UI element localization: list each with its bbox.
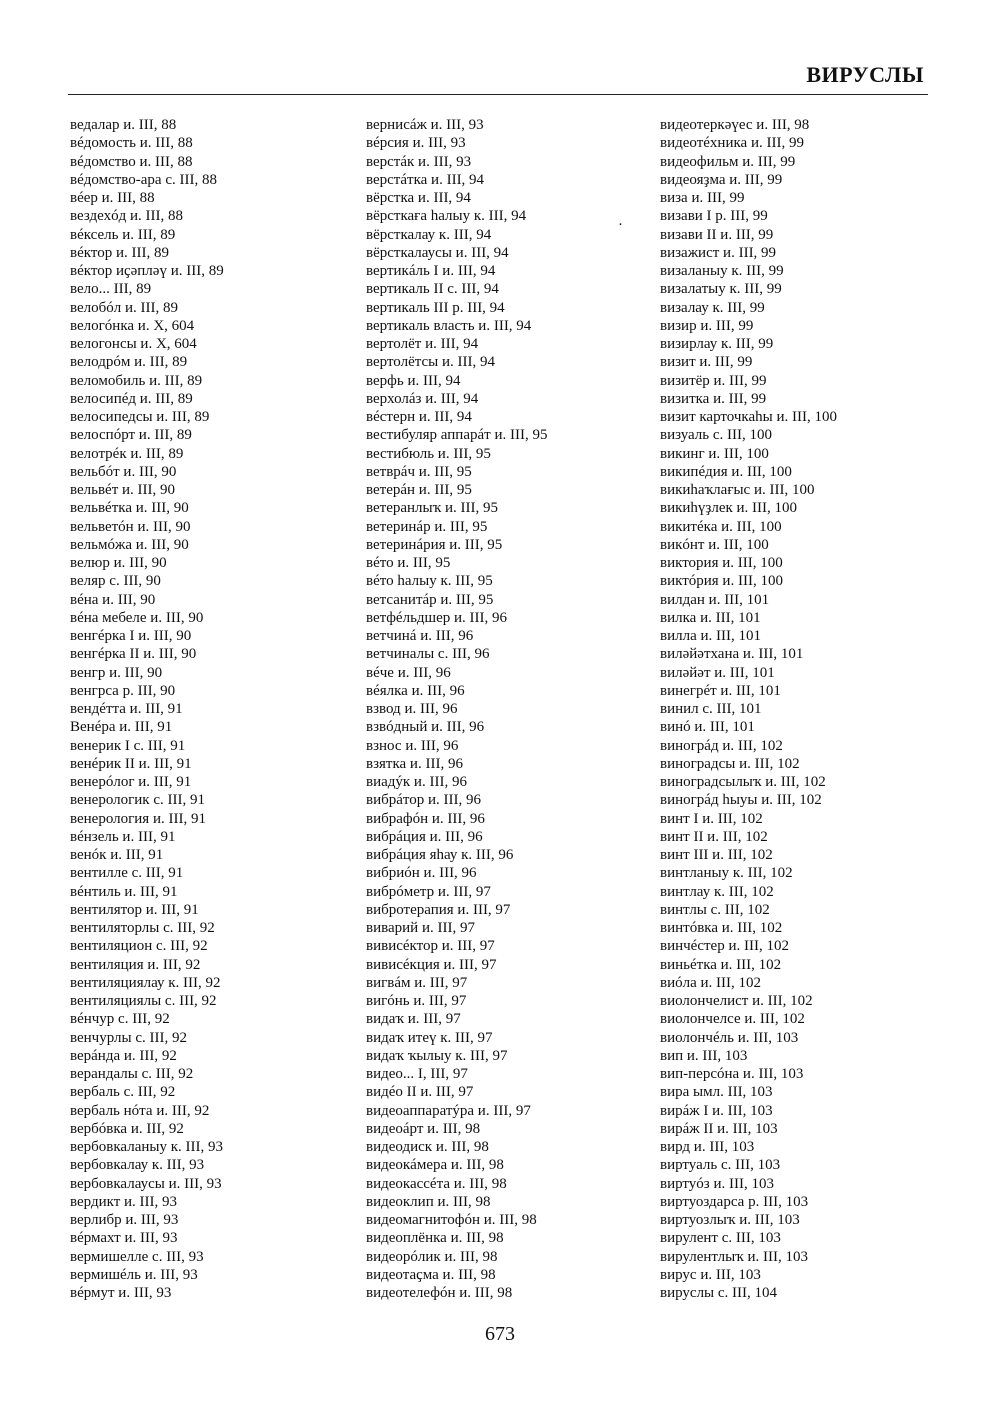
dictionary-entry: венóк и. III, 91	[70, 847, 164, 863]
dictionary-entry: вертикáль I и. III, 94	[366, 263, 496, 279]
dictionary-entry: винт I и. III, 102	[660, 810, 763, 827]
dictionary-entry: венгéрка II и. III, 90	[70, 646, 197, 663]
dictionary-entry: вибрáтор и. III, 96	[366, 792, 482, 809]
dictionary-entry: велогóнка и. X, 604	[70, 317, 195, 334]
dictionary-entry: верниcáж и. III, 93	[366, 117, 484, 133]
dictionary-entry: венгрса р. III, 90	[70, 682, 176, 699]
dictionary-entry: визаланыу к. III, 99	[660, 263, 784, 279]
dictionary-entry: викинг и. III, 100	[660, 445, 769, 462]
dictionary-entry: вельвéтка и. III, 90	[70, 500, 189, 517]
dictionary-entry: виза и. III, 99	[660, 190, 745, 206]
dictionary-entry: визир и. III, 99	[660, 317, 754, 334]
dictionary-entry: виртуоздарса р. III, 103	[660, 1193, 809, 1210]
dictionary-entry: вентиляторлы с. III, 92	[70, 920, 215, 936]
dictionary-entry: вельветóн и. III, 90	[70, 518, 191, 535]
dictionary-entry: вéрсия и. III, 93	[366, 135, 466, 152]
dictionary-entry: взятка и. III, 96	[366, 755, 463, 772]
dictionary-entry: виртуозлыҡ и. III, 103	[660, 1212, 800, 1228]
dictionary-entry: вертолётсы и. III, 94	[366, 354, 495, 371]
column-left	[70, 116, 224, 1302]
dictionary-entry: венерологик с. III, 91	[70, 792, 205, 809]
dictionary-entry: визирлау к. III, 99	[660, 336, 774, 352]
dictionary-entry: вербаль нóта и. III, 92	[70, 1102, 210, 1119]
dictionary-entry: вёрсткалаусы и. III, 94	[366, 244, 509, 261]
dictionary-entry: вип-персóна и. III, 103	[660, 1066, 804, 1082]
dictionary-entry: викиһаҡлағыс и. III, 100	[660, 482, 815, 498]
dictionary-entry: видео... I, III, 97	[366, 1066, 468, 1082]
dictionary-entry: видеорóлик и. III, 98	[366, 1248, 498, 1265]
dictionary-entry: визит карточкаһы и. III, 100	[660, 409, 837, 425]
dictionary-entry: винил с. III, 101	[660, 701, 762, 717]
dictionary-entry: ведалар и. III, 88	[70, 117, 177, 133]
dictionary-entry: видеомагнитофóн и. III, 98	[366, 1212, 537, 1228]
dictionary-entry: венéрик II и. III, 91	[70, 755, 192, 772]
entry-columns	[0, 116, 1000, 1316]
dictionary-entry: виолончéль и. III, 103	[660, 1029, 799, 1046]
dictionary-entry: винчéстер и. III, 102	[660, 938, 789, 955]
dictionary-entry: винтланыу к. III, 102	[660, 865, 793, 882]
dictionary-entry: вентилле с. III, 91	[70, 865, 184, 882]
dictionary-entry: вестибуляр аппарáт и. III, 95	[366, 427, 548, 444]
dictionary-entry: велогонсы и. X, 604	[70, 336, 197, 352]
dictionary-entry: венгéрка I и. III, 90	[70, 628, 192, 644]
dictionary-entry: вéна мебеле и. III, 90	[70, 609, 204, 626]
dictionary-entry: вельмóжа и. III, 90	[70, 536, 189, 553]
dictionary-entry: виварий и. III, 97	[366, 920, 475, 936]
dictionary-entry: вилдан и. III, 101	[660, 591, 770, 608]
dictionary-entry: вербаль с. III, 92	[70, 1084, 176, 1101]
dictionary-entry: видеотеркәүес и. III, 98	[660, 117, 810, 133]
dictionary-entry: вёрсткалау к. III, 94	[366, 226, 492, 243]
dictionary-entry: виолончелист и. III, 102	[660, 993, 813, 1009]
dictionary-entry: велюр и. III, 90	[70, 555, 167, 571]
dictionary-entry: вибрафóн и. III, 96	[366, 810, 485, 827]
dictionary-entry: вéксель и. III, 89	[70, 226, 176, 243]
dictionary-entry: венерóлог и. III, 91	[70, 774, 192, 790]
dictionary-entry: видеоаппаратýра и. III, 97	[366, 1102, 531, 1119]
dictionary-entry: вертикаль II с. III, 94	[366, 281, 499, 298]
dictionary-entry: вилла и. III, 101	[660, 628, 762, 644]
dictionary-entry: видеоклип и. III, 98	[366, 1193, 491, 1210]
dictionary-entry: вербовкаланыу к. III, 93	[70, 1139, 223, 1155]
dictionary-entry: вендéтта и. III, 91	[70, 701, 183, 717]
dictionary-entry: венчурлы с. III, 92	[70, 1029, 187, 1046]
dictionary-entry: вибрóметр и. III, 97	[366, 883, 491, 900]
dictionary-entry: ветеринáрия и. III, 95	[366, 536, 503, 553]
dictionary-entry: вéнчур с. III, 92	[70, 1011, 170, 1028]
dictionary-entry: вирулентлыҡ и. III, 103	[660, 1248, 809, 1265]
dictionary-entry: вибрáция и. III, 96	[366, 828, 483, 845]
dictionary-entry: велосипедсы и. III, 89	[70, 409, 210, 425]
dictionary-entry: венгр и. III, 90	[70, 664, 163, 681]
dictionary-entry: вербовкалаусы и. III, 93	[70, 1175, 222, 1192]
dictionary-entry: вигóнь и. III, 97	[366, 993, 467, 1009]
dictionary-entry: верстáтка и. III, 94	[366, 171, 485, 188]
dictionary-entry: вéто и. III, 95	[366, 555, 451, 571]
dictionary-entry: видеодиск и. III, 98	[366, 1139, 489, 1155]
dictionary-entry: вéна и. III, 90	[70, 591, 156, 608]
dictionary-entry: винтóвка и. III, 102	[660, 920, 783, 936]
dictionary-entry: верáнда и. III, 92	[70, 1047, 177, 1064]
dictionary-entry: взвóдный и. III, 96	[366, 719, 485, 736]
dictionary-entry: вéче и. III, 96	[366, 664, 451, 681]
dictionary-entry: визажист и. III, 99	[660, 244, 777, 261]
dictionary-entry: вёрстка и. III, 94	[366, 190, 471, 206]
dictionary-entry: вездехóд и. III, 88	[70, 208, 183, 225]
dictionary-entry: велотрéк и. III, 89	[70, 445, 184, 462]
dictionary-entry: винó и. III, 101	[660, 719, 755, 736]
dictionary-entry: вело... III, 89	[70, 281, 152, 298]
dictionary-entry: ветврáч и. III, 95	[366, 463, 472, 480]
dictionary-entry: видаҡ ҡылыу к. III, 97	[366, 1047, 508, 1064]
dictionary-entry: видеокассéта и. III, 98	[366, 1175, 507, 1192]
dictionary-entry: вéнтиль и. III, 91	[70, 883, 178, 900]
dictionary-entry: вибриóн и. III, 96	[366, 865, 477, 882]
dictionary-entry: видеотéхника и. III, 99	[660, 135, 804, 152]
dictionary-entry: вельбóт и. III, 90	[70, 463, 177, 480]
dictionary-entry: вéто һалыу к. III, 95	[366, 573, 493, 590]
dictionary-entry: виләйәт и. III, 101	[660, 664, 775, 681]
dictionary-entry: вердикт и. III, 93	[70, 1193, 178, 1210]
dictionary-entry: вéялка и. III, 96	[366, 682, 465, 699]
dictionary-entry: вéктор иҫәпләү и. III, 89	[70, 263, 224, 279]
dictionary-entry: вертикаль власть и. III, 94	[366, 317, 532, 334]
dictionary-entry: викóнт и. III, 100	[660, 536, 769, 553]
dictionary-entry: вербóвка и. III, 92	[70, 1120, 184, 1137]
dictionary-entry: вибрáция яһау к. III, 96	[366, 847, 514, 863]
dictionary-entry: взнос и. III, 96	[366, 737, 459, 754]
dictionary-entry: виноградсылыҡ и. III, 102	[660, 774, 826, 790]
dictionary-entry: вéдомство-ара с. III, 88	[70, 171, 217, 188]
dictionary-entry: визит и. III, 99	[660, 354, 753, 371]
dictionary-entry: ветчиналы с. III, 96	[366, 646, 490, 663]
dictionary-entry: видаҡ и. III, 97	[366, 1011, 461, 1028]
dictionary-entry: ветерáн и. III, 95	[366, 482, 472, 498]
dictionary-entry: ветфéльдшер и. III, 96	[366, 609, 508, 626]
column-middle	[366, 116, 547, 1302]
dictionary-entry: видеотаҫма и. III, 98	[366, 1266, 496, 1283]
dictionary-entry: винегрéт и. III, 101	[660, 682, 781, 699]
dictionary-entry: вертикаль III р. III, 94	[366, 299, 505, 316]
dictionary-entry: вербовкалау к. III, 93	[70, 1157, 205, 1174]
dictionary-entry: велоспóрт и. III, 89	[70, 427, 192, 444]
dictionary-entry: визави II и. III, 99	[660, 226, 774, 243]
dictionary-entry: вибротерапия и. III, 97	[366, 901, 511, 918]
dictionary-entry: вéрмахт и. III, 93	[70, 1230, 178, 1247]
dictionary-entry: вéдомость и. III, 88	[70, 135, 193, 152]
dictionary-entry: винтлау к. III, 102	[660, 883, 774, 900]
dictionary-entry: виләйәтхана и. III, 101	[660, 646, 804, 663]
dictionary-entry: верлибр и. III, 93	[70, 1212, 179, 1228]
dictionary-entry: вирус и. III, 103	[660, 1266, 761, 1283]
dictionary-entry: вира ымл. III, 103	[660, 1084, 773, 1101]
dictionary-entry: виадýк и. III, 96	[366, 774, 467, 790]
dictionary-entry: верстáк и. III, 93	[366, 153, 472, 170]
dictionary-entry: вéдомство и. III, 88	[70, 153, 193, 170]
dictionary-entry: виктóрия и. III, 100	[660, 573, 783, 590]
dictionary-entry: виóла и. III, 102	[660, 974, 762, 991]
dictionary-entry: взвод и. III, 96	[366, 701, 458, 717]
dictionary-entry: вéстерн и. III, 94	[366, 409, 472, 425]
dictionary-entry: ветеринáр и. III, 95	[366, 518, 488, 535]
dictionary-entry: винт II и. III, 102	[660, 828, 768, 845]
dictionary-entry: Венéра и. III, 91	[70, 719, 173, 736]
dictionary-entry: верандалы с. III, 92	[70, 1066, 194, 1082]
dictionary-entry: визави I р. III, 99	[660, 208, 768, 225]
dictionary-entry: виктория и. III, 100	[660, 555, 783, 571]
dictionary-entry: вёрсткаға һалыу к. III, 94	[366, 208, 527, 225]
dictionary-entry: вилка и. III, 101	[660, 609, 761, 626]
dictionary-entry: видаҡ итеү к. III, 97	[366, 1029, 493, 1046]
dictionary-entry: видеофильм и. III, 99	[660, 153, 796, 170]
dictionary-entry: веляр с. III, 90	[70, 573, 161, 590]
dictionary-entry: венерология и. III, 91	[70, 810, 206, 827]
dictionary-entry: вентиляция и. III, 92	[70, 956, 201, 973]
dictionary-entry: видеоплёнка и. III, 98	[366, 1230, 504, 1247]
dictionary-entry: велобóл и. III, 89	[70, 299, 179, 316]
dictionary-entry: вентиляциялау к. III, 92	[70, 974, 221, 991]
page-number: 673	[485, 1323, 515, 1345]
dictionary-entry: виолончелсе и. III, 102	[660, 1011, 805, 1028]
dictionary-entry: ветчинá и. III, 96	[366, 628, 474, 644]
dictionary-entry: вируслы с. III, 104	[660, 1285, 778, 1301]
dictionary-entry: вертолёт и. III, 94	[366, 336, 479, 352]
dictionary-entry: вивисéкция и. III, 97	[366, 956, 497, 973]
dictionary-entry: вéнзель и. III, 91	[70, 828, 176, 845]
dictionary-entry: венерик I с. III, 91	[70, 737, 186, 754]
dictionary-entry: виньéтка и. III, 102	[660, 956, 782, 973]
dictionary-entry: визалатыу к. III, 99	[660, 281, 782, 298]
dictionary-entry: вермишелле с. III, 93	[70, 1248, 204, 1265]
dictionary-entry: видеоáрт и. III, 98	[366, 1120, 481, 1137]
dictionary-entry: веломобиль и. III, 89	[70, 372, 203, 389]
dictionary-entry: вирáж I и. III, 103	[660, 1102, 773, 1119]
dictionary-entry: виногрáд һыуы и. III, 102	[660, 792, 822, 809]
dictionary-entry: вельвéт и. III, 90	[70, 482, 176, 498]
dictionary-entry: вигвáм и. III, 97	[366, 974, 468, 991]
dictionary-entry: винт III и. III, 102	[660, 847, 773, 863]
column-right	[660, 116, 837, 1302]
dictionary-entry: виртуаль с. III, 103	[660, 1157, 781, 1174]
dictionary-entry: видеояҙма и. III, 99	[660, 171, 783, 188]
dictionary-entry: визуаль с. III, 100	[660, 427, 773, 444]
dictionary-entry: верхолáз и. III, 94	[366, 390, 479, 407]
dictionary-entry: визалау к. III, 99	[660, 299, 765, 316]
stray-mark: ·	[618, 217, 623, 233]
dictionary-entry: викитéка и. III, 100	[660, 518, 782, 535]
dictionary-entry: виногрáд и. III, 102	[660, 737, 783, 754]
dictionary-entry: ветеранлыҡ и. III, 95	[366, 500, 498, 517]
dictionary-entry: вéктор и. III, 89	[70, 244, 169, 261]
dictionary-entry: верфь и. III, 94	[366, 372, 461, 389]
dictionary-entry: велосипéд и. III, 89	[70, 390, 193, 407]
dictionary-entry: видéо II и. III, 97	[366, 1084, 474, 1101]
dictionary-entry: вивисéктор и. III, 97	[366, 938, 495, 955]
dictionary-entry: ветсанитáр и. III, 95	[366, 591, 494, 608]
dictionary-entry: видеотелефóн и. III, 98	[366, 1285, 513, 1301]
dictionary-entry: википéдия и. III, 100	[660, 463, 792, 480]
dictionary-entry: вентиляциялы с. III, 92	[70, 993, 217, 1009]
dictionary-entry: вестибюль и. III, 95	[366, 445, 491, 462]
dictionary-entry: вирд и. III, 103	[660, 1139, 755, 1155]
dictionary-entry: виноградсы и. III, 102	[660, 755, 800, 772]
dictionary-entry: вéрмут и. III, 93	[70, 1285, 172, 1301]
dictionary-entry: вентилятор и. III, 91	[70, 901, 199, 918]
dictionary-entry: вирáж II и. III, 103	[660, 1120, 778, 1137]
dictionary-entry: видеокáмера и. III, 98	[366, 1157, 504, 1174]
dictionary-entry: вермишéль и. III, 93	[70, 1266, 198, 1283]
dictionary-entry: винтлы с. III, 102	[660, 901, 770, 918]
dictionary-entry: виртуóз и. III, 103	[660, 1175, 774, 1192]
dictionary-entry: визитёр и. III, 99	[660, 372, 767, 389]
page-header	[68, 60, 928, 95]
running-head: ВИРУСЛЫ	[806, 62, 924, 87]
dictionary-entry: вентиляцион с. III, 92	[70, 938, 208, 955]
dictionary-entry: визитка и. III, 99	[660, 390, 767, 407]
dictionary-entry: велодрóм и. III, 89	[70, 354, 188, 371]
dictionary-entry: вéер и. III, 88	[70, 190, 155, 206]
dictionary-entry: вип и. III, 103	[660, 1047, 748, 1064]
dictionary-entry: вирулент с. III, 103	[660, 1230, 781, 1247]
dictionary-entry: викиһүҙлек и. III, 100	[660, 500, 798, 517]
